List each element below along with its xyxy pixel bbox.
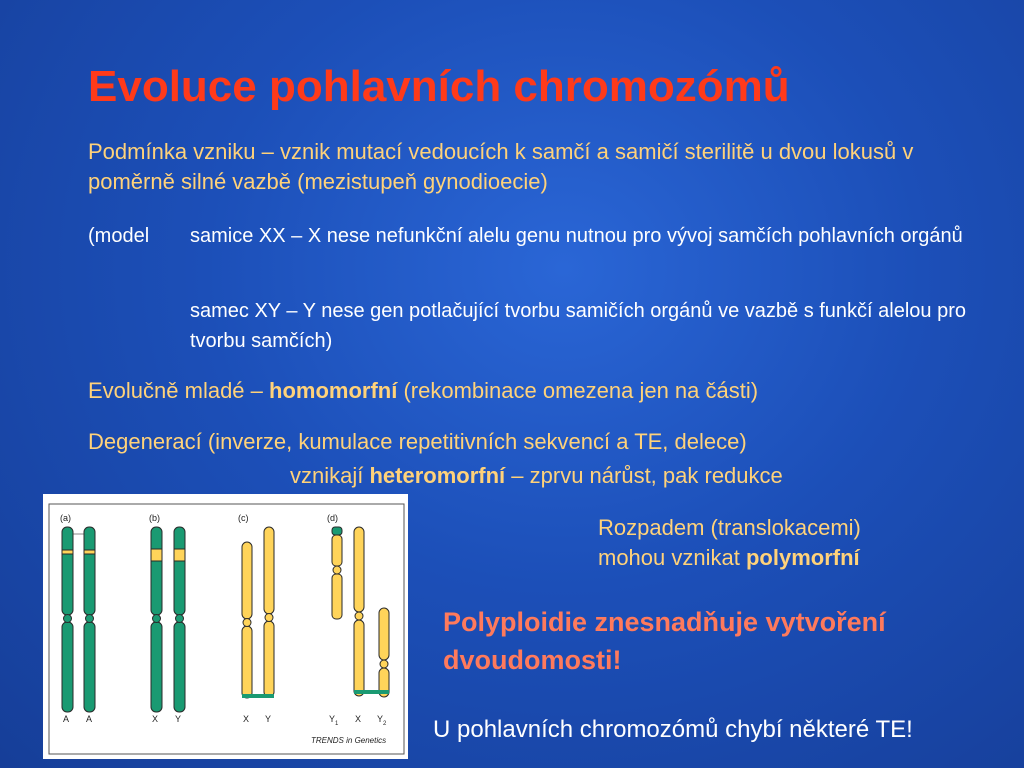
model-label: (model bbox=[88, 225, 150, 247]
chromosome-d-x-lower bbox=[354, 620, 364, 696]
label-a1: A bbox=[63, 714, 70, 724]
centromere bbox=[86, 615, 94, 623]
label-a2: A bbox=[86, 714, 93, 724]
te-note: U pohlavních chromozómů chybí některé TE! bbox=[433, 716, 913, 743]
decay-text bbox=[598, 513, 978, 573]
label-b-x: X bbox=[152, 714, 159, 724]
label-c-x: X bbox=[243, 714, 250, 724]
chromosome-c-y-lower bbox=[264, 621, 274, 697]
nonrecombining-region bbox=[174, 549, 185, 561]
condition-text: Podmínka vzniku – vznik mutací vedoucích k samčí a samičí sterilitě u dvou lokusů v poměrně silné vazbě (mezistupeň gynodioecie) bbox=[88, 139, 914, 194]
chromosome-b-y-lower bbox=[174, 622, 185, 712]
hetero-bold: heteromorfní bbox=[369, 463, 506, 488]
locus-band bbox=[84, 550, 95, 554]
pseudoautosomal-region bbox=[242, 694, 274, 698]
hetero-suffix: – zprvu nárůst, pak redukce bbox=[505, 463, 783, 488]
chromosome-d-y2-upper bbox=[379, 608, 389, 660]
label-d-x: X bbox=[355, 714, 362, 724]
label-d-y2: $Y_2$ bbox=[377, 714, 387, 727]
young-bold: homomorfní bbox=[269, 378, 398, 403]
chromosome-c-y-upper bbox=[264, 527, 274, 614]
polyploidy-note: Polyploidie znesnadňuje vytvoření dvoudomosti! bbox=[443, 607, 886, 675]
pseudoautosomal-region bbox=[354, 690, 389, 694]
chromosome-a1-upper bbox=[62, 527, 73, 615]
chromosome-d-y1-upper bbox=[332, 535, 342, 566]
centromere bbox=[265, 614, 273, 622]
centromere bbox=[153, 615, 161, 623]
chromosome-a1-lower bbox=[62, 622, 73, 712]
decay-bold: polymorfní bbox=[745, 545, 860, 570]
chromosome-diagram bbox=[43, 494, 408, 759]
figure-frame bbox=[49, 504, 404, 754]
locus-band bbox=[62, 550, 73, 554]
label-c-y: Y bbox=[265, 714, 272, 724]
centromere bbox=[380, 660, 388, 668]
chromosome-d-y1-lower bbox=[332, 574, 342, 619]
hetero-prefix: vznikají bbox=[290, 463, 370, 488]
label-b-y: Y bbox=[175, 714, 182, 724]
degeneration-line: Degenerací (inverze, kumulace repetitivních sekvencí a TE, delece) bbox=[88, 429, 747, 454]
centromere bbox=[176, 615, 184, 623]
centromere bbox=[64, 615, 72, 623]
chromosome-b-x-lower bbox=[151, 622, 162, 712]
centromere bbox=[243, 619, 251, 627]
model-male-text: samec XY – Y nese gen potlačující tvorbu samičích orgánů ve vazbě s funkčí alelou pro tvorbu samčích) bbox=[190, 300, 967, 352]
young-prefix: Evolučně mladé – bbox=[88, 378, 269, 403]
panel-label-a: (a) bbox=[60, 513, 71, 523]
figure-source: TRENDS in Genetics bbox=[311, 736, 387, 745]
decay-line-1: Rozpadem (translokacemi) bbox=[598, 515, 861, 540]
panel-label-b: (b) bbox=[149, 513, 160, 523]
chromosome-a2-upper bbox=[84, 527, 95, 615]
decay-prefix: mohou vznikat bbox=[598, 545, 746, 570]
young-suffix: (rekombinace omezena jen na části) bbox=[397, 378, 759, 403]
nonrecombining-region bbox=[151, 549, 162, 561]
chromosome-b-x-upper bbox=[151, 527, 162, 615]
slide-title: Evoluce pohlavních chromozómů bbox=[88, 62, 790, 111]
centromere bbox=[355, 612, 363, 620]
chromosome-b-y-upper bbox=[174, 527, 185, 615]
panel-label-c: (c) bbox=[238, 513, 249, 523]
label-d-y1: $Y_1$ bbox=[329, 714, 339, 727]
chromosome-a2-lower bbox=[84, 622, 95, 712]
decay-line-2 bbox=[598, 543, 978, 573]
panel-label-d: (d) bbox=[327, 513, 338, 523]
heteromorphic-line bbox=[290, 461, 783, 491]
chromosome-d-x-upper bbox=[354, 527, 364, 612]
centromere bbox=[333, 566, 341, 574]
chromosome-d-y1-tip bbox=[332, 527, 342, 535]
chromosome-figure bbox=[43, 494, 408, 759]
young-line bbox=[88, 376, 758, 406]
model-female-text: samice XX – X nese nefunkční alelu genu nutnou pro vývoj samčích pohlavních orgánů bbox=[190, 225, 963, 247]
chromosome-c-x-upper bbox=[242, 542, 252, 619]
chromosome-c-x-lower bbox=[242, 626, 252, 698]
